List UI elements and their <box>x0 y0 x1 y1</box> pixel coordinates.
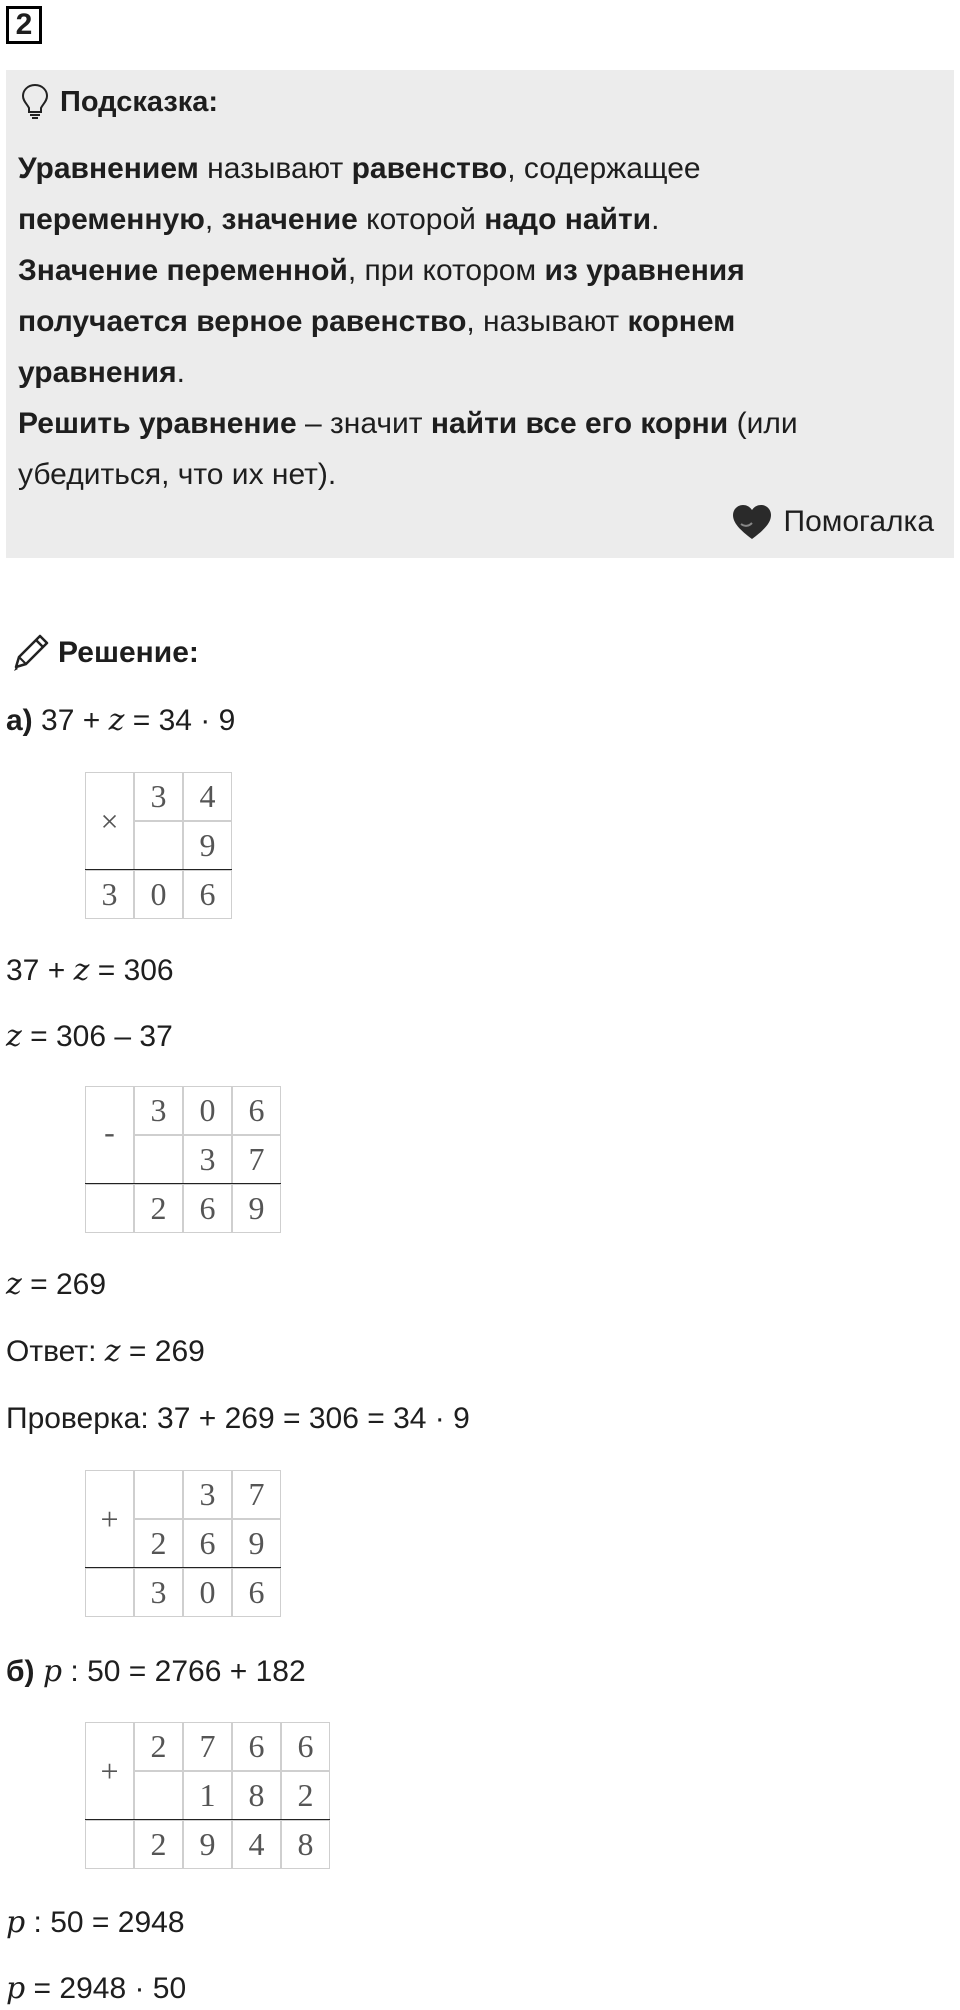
grid-cell: 8 <box>281 1820 330 1869</box>
grid-operator: + <box>85 1722 134 1820</box>
solution-title: Решение: <box>58 636 199 669</box>
equation-line <box>6 951 174 991</box>
grid-cell: 9 <box>232 1519 281 1568</box>
answer-line <box>6 1332 205 1372</box>
hint-term: корнем <box>627 305 736 338</box>
hint-text: , <box>204 203 222 236</box>
grid-cell: 9 <box>183 821 232 870</box>
hint-term: надо найти <box>484 203 652 236</box>
grid-cell: 0 <box>183 1568 232 1617</box>
hint-text: . <box>651 203 660 236</box>
hint-paragraph-3 <box>18 398 938 500</box>
grid-cell: 7 <box>183 1722 232 1771</box>
grid-cell: 4 <box>183 772 232 821</box>
grid-cell <box>134 1135 183 1184</box>
part-b-equation <box>6 1652 306 1692</box>
check-line: Проверка: 37 + 269 = 306 = 34 · 9 <box>6 1402 470 1435</box>
grid-cell: 3 <box>183 1470 232 1519</box>
grid-cell: 0 <box>183 1086 232 1135</box>
grid-cell: 3 <box>134 772 183 821</box>
answer-text: Ответ: <box>6 1335 105 1368</box>
equation-line <box>6 1265 106 1305</box>
hint-term: Решить уравнение <box>18 407 297 440</box>
equation-text: = 306 – 37 <box>21 1020 173 1053</box>
hint-text: . <box>176 356 185 389</box>
grid-cell: 6 <box>183 1519 232 1568</box>
hint-paragraph-2 <box>18 245 938 398</box>
equation-text: = 269 <box>21 1268 107 1301</box>
grid-cell: 7 <box>232 1470 281 1519</box>
grid-cell: 6 <box>183 870 232 919</box>
grid-cell: 3 <box>85 870 134 919</box>
equation-text: = 34 · 9 <box>124 704 236 737</box>
grid-cell: 9 <box>232 1184 281 1233</box>
hint-text: – значит <box>296 407 431 440</box>
grid-cell: 0 <box>134 870 183 919</box>
variable: z <box>73 953 90 988</box>
hint-term: Уравнением <box>18 152 199 185</box>
hint-term: равенство <box>351 152 508 185</box>
grid-cell <box>85 1184 134 1233</box>
hint-body <box>18 143 938 500</box>
hint-text: убедиться, что их нет). <box>18 458 337 491</box>
grid-cell: 1 <box>183 1771 232 1820</box>
grid-cell: 6 <box>232 1568 281 1617</box>
heart-icon <box>730 502 774 542</box>
hint-header <box>20 80 218 124</box>
variable: z <box>104 1334 121 1369</box>
grid-cell: 3 <box>134 1086 183 1135</box>
equation-text: 37 + <box>32 704 109 737</box>
solution-header <box>8 628 199 678</box>
hint-paragraph-1 <box>18 143 938 245</box>
grid-cell: 2 <box>134 1820 183 1869</box>
task-number: 2 <box>6 6 42 44</box>
equation-text: : 50 = 2766 + 182 <box>62 1655 306 1688</box>
equation-text: = 2948 · 50 <box>25 1972 187 2005</box>
grid-cell: 2 <box>134 1722 183 1771</box>
grid-cell <box>85 1820 134 1869</box>
hint-text: , при котором <box>347 254 545 287</box>
equation-text: = 306 <box>89 954 174 987</box>
grid-cell: 2 <box>134 1184 183 1233</box>
grid-cell: 6 <box>183 1184 232 1233</box>
grid-cell: 2 <box>281 1771 330 1820</box>
pencil-icon <box>8 631 52 675</box>
grid-cell: 3 <box>183 1135 232 1184</box>
equation-line <box>6 1017 173 1057</box>
hint-text: , содержащее <box>507 152 701 185</box>
answer-text: = 269 <box>120 1335 205 1368</box>
equation-text: : 50 = 2948 <box>25 1906 185 1939</box>
grid-cell: 6 <box>232 1086 281 1135</box>
grid-operator: - <box>85 1086 134 1184</box>
grid-cell: 9 <box>183 1820 232 1869</box>
variable: p <box>6 1971 26 2006</box>
grid-cell: 4 <box>232 1820 281 1869</box>
grid-operator: + <box>85 1470 134 1568</box>
variable: z <box>6 1019 22 1054</box>
equation-line <box>6 1903 185 1943</box>
hint-text: называют <box>198 152 352 185</box>
grid-cell: 7 <box>232 1135 281 1184</box>
variable: p <box>42 1654 63 1689</box>
hint-term: получается верное равенство <box>18 305 467 338</box>
brand-link[interactable] <box>730 502 935 542</box>
hint-term: Значение переменной <box>18 254 348 287</box>
hint-term: переменную <box>18 203 205 236</box>
hint-title: Подсказка: <box>60 85 219 118</box>
variable: z <box>6 1267 22 1302</box>
lightbulb-icon <box>20 83 50 121</box>
grid-cell <box>134 1771 183 1820</box>
grid-cell: 3 <box>134 1568 183 1617</box>
grid-operator: × <box>85 772 134 870</box>
variable: p <box>6 1905 26 1940</box>
grid-cell: 6 <box>281 1722 330 1771</box>
grid-cell <box>85 1568 134 1617</box>
hint-term: найти все его корни <box>430 407 729 440</box>
part-a-equation <box>6 701 235 741</box>
hint-text: которой <box>357 203 485 236</box>
hint-term: значение <box>221 203 358 236</box>
grid-cell <box>134 1470 183 1519</box>
variable: z <box>108 703 125 738</box>
grid-cell: 6 <box>232 1722 281 1771</box>
hint-term: уравнения <box>18 356 177 389</box>
equation-text: 37 + <box>6 954 74 987</box>
equation-line <box>6 1969 186 2009</box>
grid-cell: 2 <box>134 1519 183 1568</box>
hint-text: , называют <box>466 305 628 338</box>
part-a-label: а) <box>6 704 33 737</box>
grid-cell: 8 <box>232 1771 281 1820</box>
hint-box <box>6 70 954 558</box>
hint-text: (или <box>728 407 798 440</box>
grid-cell <box>134 821 183 870</box>
hint-term: из уравнения <box>544 254 745 287</box>
brand-name: Помогалка <box>783 505 934 538</box>
part-b-label: б) <box>6 1655 35 1688</box>
